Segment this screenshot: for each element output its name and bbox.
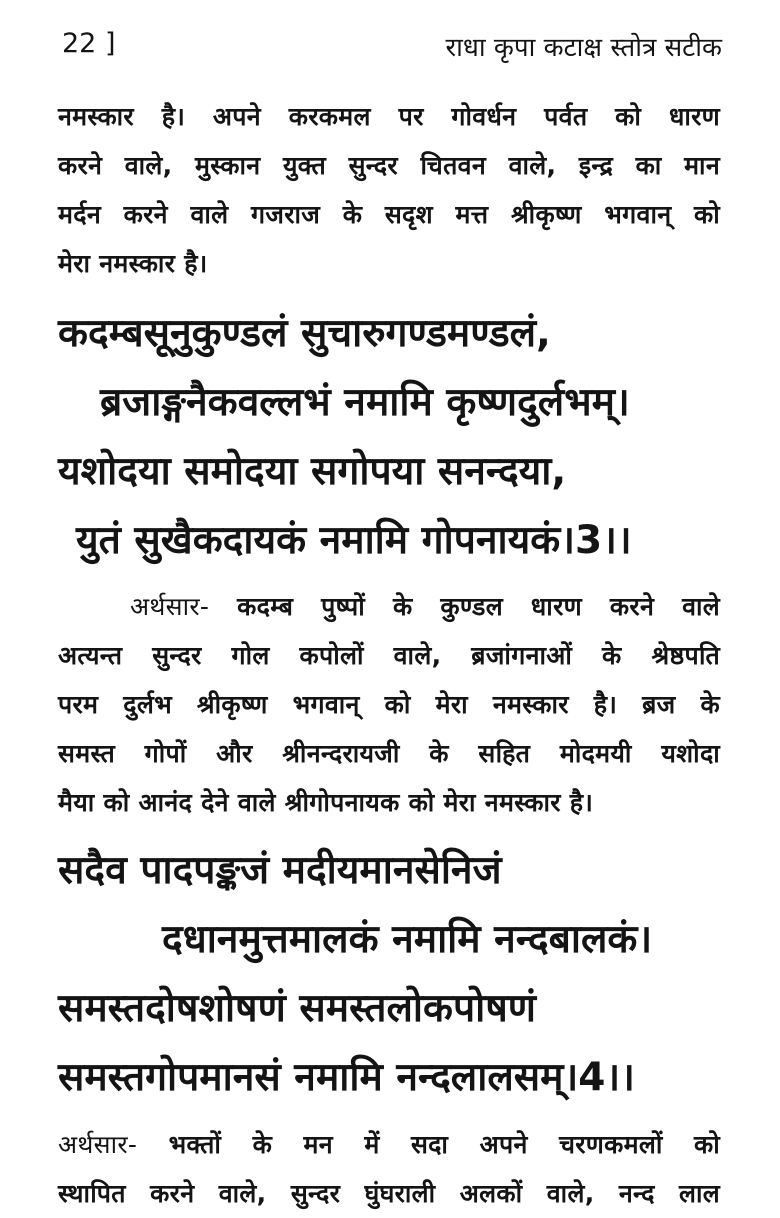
text-line: करने वाले, मुस्कान युक्त सुन्दर चितवन वाले, इन्द्र का मान [58,151,720,180]
text-line: मेरा नमस्कार है। [58,249,208,278]
verse-line: युतं सुखैकदायकं नमामि गोपनायकं।3।। [76,518,632,563]
meaning-paragraph-verse-3 [58,582,720,827]
verse-line: ब्रजाङ्गनैकवल्लभं नमामि कृष्णदुर्लभम्। [100,380,630,425]
text-line: स्थापित करने वाले, सुन्दर घुंघराली अलकों वाले, नन्द लाल [58,1179,720,1208]
verse-line: समस्तदोषशोषणं समस्तलोकपोषणं [58,986,536,1031]
text-line: समस्त गोपों और श्रीनन्दरायजी के सहित मोदमयी यशोदा [58,739,720,768]
text-line: अत्यन्त सुन्दर गोल कपोलों वाले, ब्रजांगनाओं के श्रेष्ठपति [58,641,720,670]
verse-line: दधानमुत्तमालकं नमामि नन्दबालकं। [162,917,653,962]
text-line: परम दुर्लभ श्रीकृष्ण भगवान् को मेरा नमस्कार है। ब्रज के [58,690,720,719]
page-header [0,20,780,66]
meaning-label: अर्थसार- [58,1130,138,1159]
running-title: राधा कृपा कटाक्ष स्तोत्र सटीक [445,33,722,63]
verse-4 [58,836,720,1112]
meaning-paragraph-continued [58,92,720,288]
page-body [58,92,720,1218]
meaning-label: अर्थसार- [130,592,210,621]
text-line: नमस्कार है। अपने करकमल पर गोवर्धन पर्वत को धारण [58,102,720,131]
text-fragment: कदम्ब पुष्पों के कुण्डल धारण करने वाले [237,592,720,621]
text-line: मैया को आनंद देने वाले श्रीगोपनायक को मेरा नमस्कार है। [58,788,594,817]
verse-line: यशोदया समोदया सगोपया सनन्दया, [58,449,567,494]
text-line [58,1120,720,1169]
text-fragment: भक्तों के मन में सदा अपने चरणकमलों को [168,1130,720,1159]
page-number: 22 ] [62,28,116,59]
text-line: मर्दन करने वाले गजराज के सदृश मत्त श्रीकृष्ण भगवान् को [58,200,720,229]
verse-line: समस्तगोपमानसं नमामि नन्दलालसम्।4।। [58,1055,635,1100]
verse-line: कदम्बसूनुकुण्डलं सुचारुगण्डमण्डलं, [58,311,551,356]
verse-3 [58,299,720,575]
meaning-paragraph-verse-4 [58,1120,720,1218]
text-line [58,582,720,631]
verse-line: सदैव पादपङ्कजं मदीयमानसेनिजं [58,848,502,893]
